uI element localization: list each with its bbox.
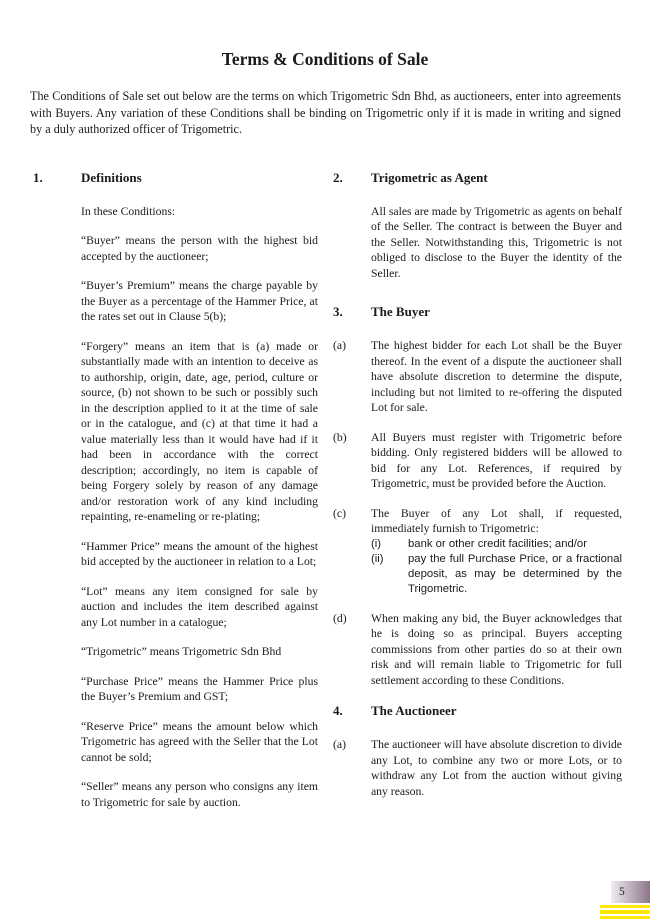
clause-3a-label: (a) <box>333 339 346 352</box>
clause-4a-text: The auctioneer will have absolute discretion to divide any Lot, to combine any two or more Lots, or to withdraw any Lot from the auction without giving any reason. <box>371 738 622 798</box>
intro-paragraph: The Conditions of Sale set out below are the terms on which Trigometric Sdn Bhd, as auctioneers, enter into agreements with Buyers. Any variation of these Conditions shall be binding on Trigometric only if it is made in writing and signed by a duly authorized officer of Trigometric. <box>30 89 621 136</box>
two-column-body <box>33 169 622 825</box>
clause-3c <box>333 506 622 597</box>
definitions-lead-in: In these Conditions: <box>81 204 176 218</box>
section-3-title: The Buyer <box>371 304 430 319</box>
left-column <box>33 169 318 825</box>
section-4-heading <box>333 702 622 720</box>
clause-3b <box>333 430 622 492</box>
clause-4a-label: (a) <box>333 738 346 751</box>
footer-stripe-3 <box>600 916 650 919</box>
definition-purchase-price: “Purchase Price” means the Hammer Price plus the Buyer’s Premium and GST; <box>81 674 318 703</box>
clause-3a-text: The highest bidder for each Lot shall be the Buyer thereof. In the event of a dispute the auctioneer shall have absolute discretion to determine the dispute, including but not limited to re-offering the disputed Lot for sale. <box>371 339 622 414</box>
footer-stripes <box>600 903 650 919</box>
clause-3c-subitem-i <box>371 537 622 552</box>
clause-3d-label: (d) <box>333 611 347 625</box>
section-1-title: Definitions <box>81 169 142 185</box>
clause-3b-label: (b) <box>333 430 347 444</box>
footer-stripe-1 <box>600 905 650 909</box>
definition-reserve-price: “Reserve Price” means the amount below which Trigometric has agreed with the Seller that the Lot cannot be sold; <box>81 719 318 764</box>
definition-buyer: “Buyer” means the person with the highest bid accepted by the auctioneer; <box>81 234 318 263</box>
clause-3b-text: All Buyers must register with Trigometric before bidding. Only registered bidders will be allowed to bid for any Lot. References, if required by Trigometric, must be provided before the Auction. <box>371 430 622 490</box>
section-1-heading <box>33 169 318 187</box>
section-2-heading <box>333 169 622 187</box>
section-2-title: Trigometric as Agent <box>371 169 488 185</box>
clause-4a <box>333 737 622 799</box>
page-number: 5 <box>619 886 625 898</box>
page-number-tab <box>611 881 650 903</box>
clause-3c-subitem-ii <box>371 552 622 597</box>
right-column <box>333 169 622 825</box>
section-2-number: 2. <box>333 169 343 185</box>
clause-3c-label: (c) <box>333 506 346 520</box>
definition-lot: “Lot” means any item consigned for sale by auction and includes the item described against any Lot number in a catalogue; <box>81 584 318 629</box>
section-4-title: The Auctioneer <box>371 703 457 718</box>
clause-3c-i-text: bank or other credit facilities; and/or <box>408 537 587 550</box>
clause-3a <box>333 338 622 416</box>
definition-hammer-price: “Hammer Price” means the amount of the highest bid accepted by the auctioneer in relation to a Lot; <box>81 539 318 568</box>
clause-3d <box>333 611 622 689</box>
section-4-number: 4. <box>333 703 343 718</box>
section-3-number: 3. <box>333 304 343 319</box>
clause-3c-ii-label: (ii) <box>371 552 384 565</box>
section-3-heading <box>333 303 622 321</box>
definition-trigometric: “Trigometric” means Trigometric Sdn Bhd <box>81 645 282 658</box>
footer-stripe-2 <box>600 910 650 914</box>
page-title: Terms & Conditions of Sale <box>221 49 429 69</box>
section-1-number: 1. <box>33 169 43 185</box>
definition-buyers-premium: “Buyer’s Premium” means the charge payable by the Buyer as a percentage of the Hammer Price, at the rates set out in Clause 5(b); <box>81 279 318 323</box>
clause-3d-text: When making any bid, the Buyer acknowledges that he is doing so as principal. Buyers accepting commissions from other parties do so at their own risk and will remain liable to Trigometric for full settlement according to these Conditions. <box>371 611 622 687</box>
definition-forgery: “Forgery” means an item that is (a) made or substantially made with an intention to deceive as to authorship, origin, date, age, period, culture or source, (b) not shown to be such or possibly such in the description applied to it at the time of sale or in the catalogue, and (c) at that time it had a value materially less than it would have had if it had been in accordance with the correct description; accordingly, no item is capable of being Forgery solely by reason of any damage and/or restoration work of any kind including repainting, re-enameling or re-plating; <box>81 339 318 523</box>
definition-seller: “Seller” means any person who consigns any item to Trigometric for sale by auction. <box>81 780 318 809</box>
clause-3c-i-label: (i) <box>371 537 382 550</box>
clause-3c-lead: The Buyer of any Lot shall, if requested, immediately furnish to Trigometric: <box>371 506 622 535</box>
clause-3c-ii-text: pay the full Purchase Price, or a fractional deposit, as may be determined by the Trigometric. <box>408 552 622 595</box>
agent-paragraph: All sales are made by Trigometric as agents on behalf of the Seller. The contract is between the Buyer and the Seller. Notwithstanding this, Trigometric is not obliged to disclose to the Buyer the identity of the Seller. <box>371 204 622 280</box>
clause-3c-text <box>371 506 622 597</box>
